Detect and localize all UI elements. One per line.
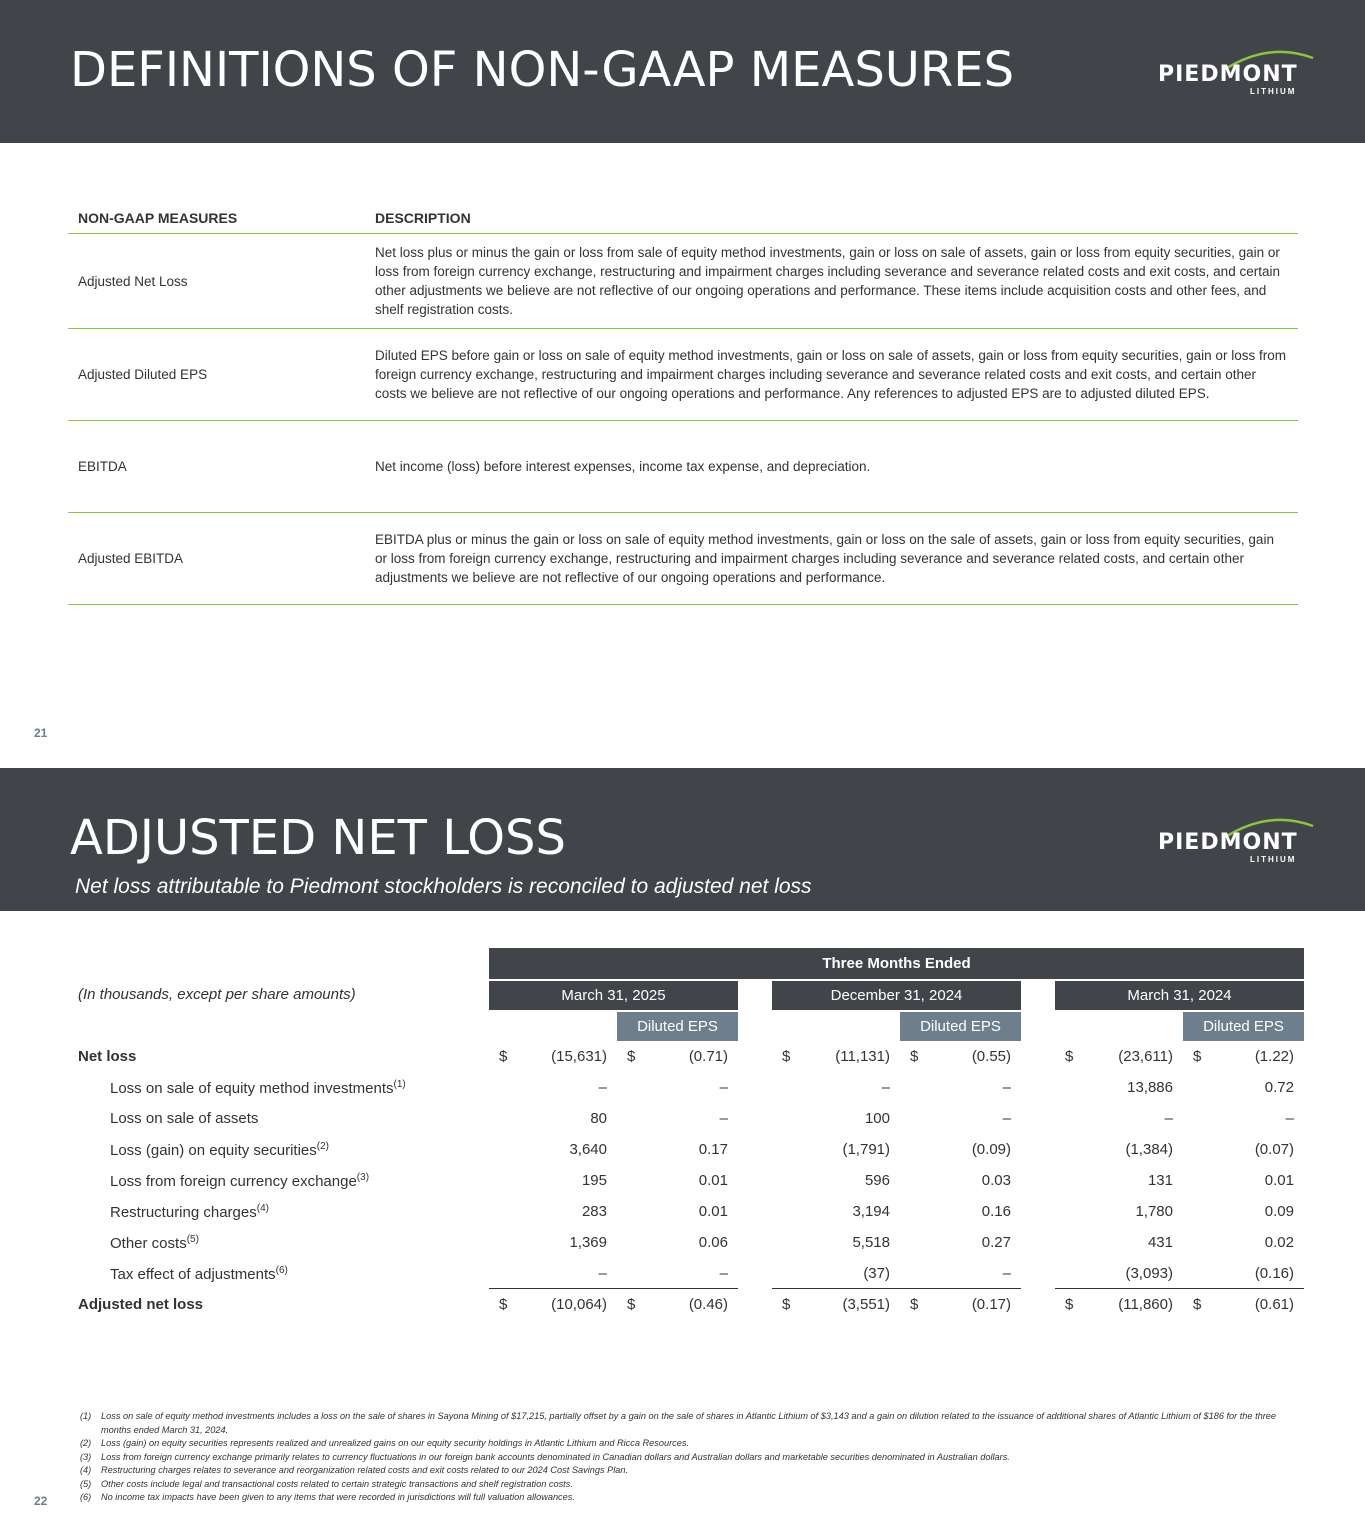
footnote xyxy=(80,1464,1280,1478)
amount-value: (15,631) xyxy=(551,1048,607,1065)
eps-value: (0.16) xyxy=(1217,1258,1304,1289)
amount-value: (11,860) xyxy=(1118,1296,1173,1313)
eps-value: (0.46) xyxy=(688,1296,728,1313)
table-header-row xyxy=(68,200,1298,234)
table-row xyxy=(68,1289,1304,1320)
dollar-sign xyxy=(617,1072,651,1103)
eps-value: 0.01 xyxy=(1264,1172,1294,1189)
dollar-sign xyxy=(1183,1072,1217,1103)
dollar-sign xyxy=(617,1134,651,1165)
dollar-sign xyxy=(772,1072,812,1103)
dollar-sign xyxy=(900,1196,934,1227)
dollar-sign xyxy=(1055,1165,1095,1196)
table-row xyxy=(68,1258,1304,1289)
footnote-number: (5) xyxy=(80,1478,92,1489)
measure-description: Net loss plus or minus the gain or loss from sale of equity method investments, gain or loss on sale of assets, gain or loss from equity securities, gain or loss from foreign currency exchange, restructuring and impairment charges including severance and severance related costs and exit costs, and certain other adjustments we believe are not reflective of our ongoing operations and performance. These items include acquisition costs and other fees, and shelf registration costs. xyxy=(365,234,1298,329)
eps-value: – xyxy=(651,1258,738,1289)
amount-value: 3,194 xyxy=(852,1203,890,1220)
dollar-sign xyxy=(489,1103,529,1134)
eps-value: 0.27 xyxy=(981,1234,1011,1251)
row-label-text: Net loss xyxy=(78,1048,137,1065)
footnote xyxy=(80,1491,1280,1505)
dollar-sign: $ xyxy=(910,1296,919,1313)
page-number: 21 xyxy=(34,726,48,740)
footnote-text: Restructuring charges relates to severance and reorganization related costs and exit costs related to our 2024 Cost Savings Plan. xyxy=(101,1465,629,1475)
dollar-sign: $ xyxy=(782,1048,791,1065)
row-label-text: Restructuring charges xyxy=(110,1203,257,1221)
eps-value: 0.02 xyxy=(1264,1234,1294,1251)
dollar-sign xyxy=(900,1258,934,1289)
footnote-text: Loss on sale of equity method investments includes a loss on the sale of shares in Sayona Mining of $17,215, partially offset by a gain on the sale of shares in Atlantic Lithium of $3,143 and a gain on dilution related to the issuance of additional shares of Atlantic Lithium of $186 for the three months ended March 31, 2024. xyxy=(101,1411,1277,1435)
period-header: March 31, 2025 xyxy=(489,979,738,1010)
table-row xyxy=(68,1196,1304,1227)
amount-value: (1,384) xyxy=(1125,1141,1173,1158)
row-label-text: Tax effect of adjustments xyxy=(110,1265,276,1283)
dollar-sign xyxy=(1055,1196,1095,1227)
date-header-row xyxy=(68,979,1304,1010)
period-header: December 31, 2024 xyxy=(772,979,1021,1010)
dollar-sign xyxy=(1183,1103,1217,1134)
eps-value: (1.22) xyxy=(1254,1048,1294,1065)
footnote-ref: (3) xyxy=(356,1171,370,1183)
dollar-sign xyxy=(489,1258,529,1289)
amount-value: (3,551) xyxy=(842,1296,890,1313)
footnote-text: Loss (gain) on equity securities represents realized and unrealized gains on our equity security holdings in Atlantic Lithium and Ricca Resources. xyxy=(101,1438,689,1448)
dollar-sign xyxy=(900,1134,934,1165)
dollar-sign: $ xyxy=(499,1296,508,1313)
row-label xyxy=(68,1196,489,1227)
footnote-text: No income tax impacts have been given to any items that were recorded in jurisdictions will full valuation allowances. xyxy=(101,1492,575,1502)
table-row xyxy=(68,234,1298,329)
eps-value: – xyxy=(719,1079,728,1096)
row-label xyxy=(68,1165,489,1196)
amount-value: – xyxy=(598,1079,607,1096)
row-label-text: Loss from foreign currency exchange xyxy=(110,1172,357,1190)
amount-value: (1,791) xyxy=(842,1141,890,1158)
eps-value: 0.16 xyxy=(981,1203,1011,1220)
eps-value: (0.55) xyxy=(971,1048,1011,1065)
dollar-sign xyxy=(617,1165,651,1196)
eps-value: – xyxy=(1285,1110,1294,1127)
eps-value: – xyxy=(934,1258,1021,1289)
table-row xyxy=(68,421,1298,513)
dollar-sign xyxy=(1183,1134,1217,1165)
footnote-number: (6) xyxy=(80,1492,92,1502)
dollar-sign xyxy=(1183,1227,1217,1258)
dollar-sign xyxy=(489,1134,529,1165)
table-row xyxy=(68,1103,1304,1134)
amount-value: 1,780 xyxy=(1135,1203,1173,1220)
slide-definitions xyxy=(0,0,1365,760)
measure-name: Adjusted EBITDA xyxy=(68,513,365,605)
table-row xyxy=(68,1041,1304,1072)
table-row xyxy=(68,1072,1304,1103)
amount-value: 596 xyxy=(864,1172,890,1189)
piedmont-logo xyxy=(1155,48,1320,100)
dollar-sign xyxy=(900,1103,934,1134)
dollar-sign xyxy=(1055,1227,1095,1258)
dollar-sign: $ xyxy=(499,1048,508,1065)
amount-value: 13,886 xyxy=(1127,1079,1173,1096)
amount-value: – xyxy=(1164,1110,1173,1127)
footnote-text: Loss from foreign currency exchange primarily relates to currency fluctuations in our foreign bank accounts denominated in Canadian dollars and Australian dollars and marketable securities denominated in Australian dollars. xyxy=(101,1451,1010,1462)
row-label-text: Adjusted net loss xyxy=(78,1296,204,1313)
dollar-sign: $ xyxy=(627,1296,636,1313)
row-label xyxy=(68,1134,489,1165)
amount-value: – xyxy=(881,1079,890,1096)
dollar-sign xyxy=(900,1227,934,1258)
dollar-sign xyxy=(772,1227,812,1258)
amount-value: (11,131) xyxy=(835,1048,890,1065)
dollar-sign xyxy=(1183,1196,1217,1227)
table-row xyxy=(68,1165,1304,1196)
measure-name: EBITDA xyxy=(68,421,365,513)
measure-description: EBITDA plus or minus the gain or loss on sale of equity method investments, gain or loss on the sale of assets, gain or loss from equity securities, gain or loss from foreign currency exchange, restructuring and impairment charges including severance and severance related costs, and certain other adjustments we believe are not reflective of our ongoing operations and performance. xyxy=(365,513,1298,605)
dollar-sign: $ xyxy=(910,1048,919,1065)
three-months-ended-header: Three Months Ended xyxy=(489,948,1304,979)
amount-value: (37) xyxy=(812,1258,900,1289)
amount-value: 283 xyxy=(581,1203,607,1220)
dollar-sign xyxy=(1055,1134,1095,1165)
row-label xyxy=(68,1041,489,1072)
dollar-sign xyxy=(772,1134,812,1165)
reconciliation-body xyxy=(68,1041,1304,1320)
dollar-sign: $ xyxy=(1065,1048,1074,1065)
eps-value: (0.71) xyxy=(688,1048,728,1065)
row-label xyxy=(68,1227,489,1258)
slide-subtitle: Net loss attributable to Piedmont stockholders is reconciled to adjusted net loss xyxy=(75,875,812,898)
eps-value: – xyxy=(719,1110,728,1127)
row-label xyxy=(68,1289,489,1320)
slide-title: DEFINITIONS OF NON-GAAP MEASURES xyxy=(70,42,1015,98)
dollar-sign xyxy=(1055,1103,1095,1134)
table-row xyxy=(68,1134,1304,1165)
footnote-number: (4) xyxy=(80,1465,92,1475)
eps-value: (0.17) xyxy=(971,1296,1011,1313)
dollar-sign xyxy=(1183,1165,1217,1196)
dollar-sign xyxy=(772,1103,812,1134)
footnote-ref: (5) xyxy=(186,1233,199,1245)
row-label xyxy=(68,1258,489,1289)
footnote xyxy=(80,1410,1280,1437)
column-header-description: DESCRIPTION xyxy=(365,200,1298,234)
eps-value: 0.01 xyxy=(698,1172,728,1189)
period-header-row xyxy=(68,948,1304,979)
logo-text: PIEDMONT xyxy=(1158,830,1298,855)
table-row xyxy=(68,513,1298,605)
footnote-number: (2) xyxy=(80,1438,92,1448)
eps-value: 0.09 xyxy=(1264,1203,1294,1220)
diluted-eps-header: Diluted EPS xyxy=(617,1010,738,1041)
slide-header xyxy=(0,768,1365,911)
diluted-eps-header: Diluted EPS xyxy=(900,1010,1021,1041)
dollar-sign: $ xyxy=(1193,1048,1202,1065)
column-header-measure: NON-GAAP MEASURES xyxy=(68,200,365,234)
dollar-sign xyxy=(900,1165,934,1196)
footnote xyxy=(80,1478,1280,1492)
slide-header xyxy=(0,0,1365,143)
dollar-sign xyxy=(900,1072,934,1103)
eps-value: (0.09) xyxy=(971,1141,1011,1158)
slide-separator xyxy=(0,760,1365,768)
footnote-number: (3) xyxy=(80,1451,92,1462)
dollar-sign xyxy=(489,1196,529,1227)
footnotes xyxy=(80,1410,1280,1505)
row-label xyxy=(68,1072,489,1103)
measure-name: Adjusted Diluted EPS xyxy=(68,329,365,421)
footnote xyxy=(80,1451,1280,1465)
dollar-sign xyxy=(1055,1258,1095,1289)
dollar-sign xyxy=(617,1103,651,1134)
eps-value: 0.72 xyxy=(1264,1079,1294,1096)
amount-value: 100 xyxy=(864,1110,890,1127)
eps-value: – xyxy=(1002,1110,1011,1127)
slide-adjusted-net-loss xyxy=(0,768,1365,1536)
eps-value: (0.61) xyxy=(1254,1296,1294,1313)
slide-title: ADJUSTED NET LOSS xyxy=(70,810,566,866)
dollar-sign xyxy=(617,1196,651,1227)
dollar-sign xyxy=(1183,1258,1217,1289)
footnote-number: (1) xyxy=(80,1411,92,1421)
dollar-sign xyxy=(772,1258,812,1289)
footnote-ref: (2) xyxy=(316,1140,330,1152)
measure-description: Diluted EPS before gain or loss on sale of equity method investments, gain or loss on sale of assets, gain or loss from equity securities, gain or loss from foreign currency exchange, restructuring and impairment charges including severance and severance related costs and exit costs, and certain other costs we believe are not reflective of our ongoing operations and performance. Any references to adjusted EPS are to adjusted diluted EPS. xyxy=(365,329,1298,421)
dollar-sign xyxy=(772,1196,812,1227)
row-label-text: Loss (gain) on equity securities xyxy=(110,1141,317,1159)
amount-value: 431 xyxy=(1147,1234,1173,1251)
definitions-table xyxy=(68,200,1298,605)
dollar-sign: $ xyxy=(1065,1296,1074,1313)
dollar-sign xyxy=(617,1258,651,1289)
piedmont-logo xyxy=(1155,816,1320,868)
eps-value: (0.07) xyxy=(1254,1141,1294,1158)
measure-description: Net income (loss) before interest expenses, income tax expense, and depreciation. xyxy=(365,421,1298,513)
diluted-eps-header: Diluted EPS xyxy=(1183,1010,1304,1041)
reconciliation-table xyxy=(68,948,1304,1320)
dollar-sign: $ xyxy=(1193,1296,1202,1313)
amount-value: (10,064) xyxy=(551,1296,607,1313)
eps-value: 0.03 xyxy=(981,1172,1011,1189)
footnote-ref: (4) xyxy=(256,1202,269,1214)
amount-value: 195 xyxy=(581,1172,607,1189)
row-label-text: Loss on sale of assets xyxy=(110,1110,259,1127)
logo-subtext: LITHIUM xyxy=(1250,87,1297,96)
footnote-ref: (1) xyxy=(393,1078,406,1090)
table-row xyxy=(68,1227,1304,1258)
row-label-text: Loss on sale of equity method investments xyxy=(110,1079,394,1097)
amount-value: – xyxy=(529,1258,617,1289)
amount-value: 5,518 xyxy=(852,1234,890,1251)
dollar-sign xyxy=(489,1072,529,1103)
page-number: 22 xyxy=(34,1494,48,1508)
dollar-sign: $ xyxy=(627,1048,636,1065)
period-header: March 31, 2024 xyxy=(1055,979,1304,1010)
units-label: (In thousands, except per share amounts) xyxy=(78,986,356,1003)
eps-value: 0.17 xyxy=(698,1141,728,1158)
dollar-sign xyxy=(489,1165,529,1196)
eps-value: 0.06 xyxy=(698,1234,728,1251)
amount-value: 131 xyxy=(1147,1172,1173,1189)
measure-name: Adjusted Net Loss xyxy=(68,234,365,329)
footnote-text: Other costs include legal and transactional costs related to certain strategic transactions and shelf registration costs. xyxy=(101,1478,573,1489)
row-label-text: Other costs xyxy=(110,1234,187,1252)
amount-value: 1,369 xyxy=(569,1234,607,1251)
table-row xyxy=(68,329,1298,421)
logo-subtext: LITHIUM xyxy=(1250,855,1297,864)
dollar-sign xyxy=(617,1227,651,1258)
amount-value: (23,611) xyxy=(1118,1048,1173,1065)
eps-header-row xyxy=(68,1010,1304,1041)
dollar-sign xyxy=(1055,1072,1095,1103)
footnote-ref: (6) xyxy=(275,1264,288,1276)
amount-value: 80 xyxy=(590,1110,607,1127)
footnote xyxy=(80,1437,1280,1451)
row-label xyxy=(68,1103,489,1134)
amount-value: (3,093) xyxy=(1095,1258,1183,1289)
dollar-sign: $ xyxy=(782,1296,791,1313)
dollar-sign xyxy=(772,1165,812,1196)
eps-value: – xyxy=(1002,1079,1011,1096)
amount-value: 3,640 xyxy=(569,1141,607,1158)
eps-value: 0.01 xyxy=(698,1203,728,1220)
logo-text: PIEDMONT xyxy=(1158,62,1298,87)
dollar-sign xyxy=(489,1227,529,1258)
